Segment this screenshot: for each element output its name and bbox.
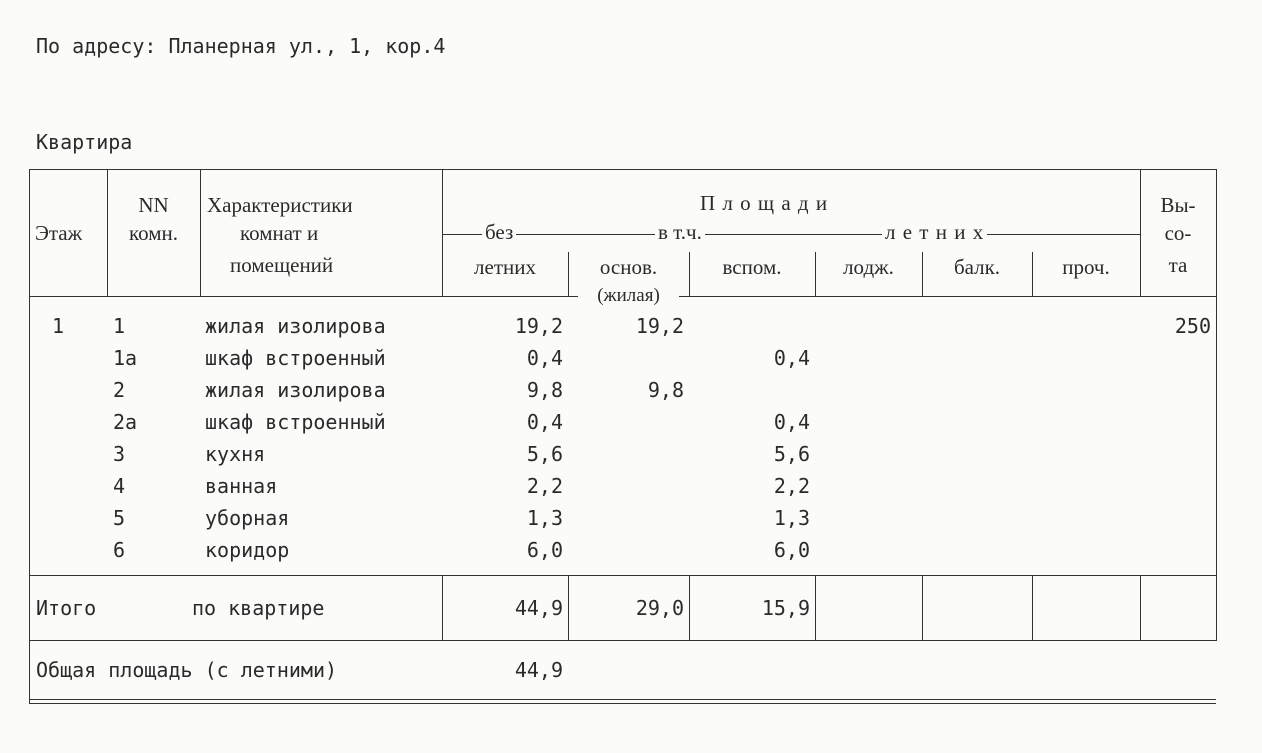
- header-other: проч.: [1062, 255, 1110, 279]
- col-div-no: [200, 169, 201, 296]
- row-area-total: 0,4: [526, 346, 563, 370]
- row-room-name: жилая изолирова: [205, 378, 386, 402]
- header-main-2: (жилая): [578, 286, 679, 305]
- table-row: [0, 316, 1262, 348]
- address-line: По адресу: Планерная ул., 1, кор.4: [36, 34, 446, 58]
- row-area-aux: 6,0: [773, 538, 810, 562]
- row-room-name: шкаф встроенный: [205, 410, 386, 434]
- row-area-total: 0,4: [526, 410, 563, 434]
- header-incl: в т.ч.: [655, 222, 705, 243]
- header-height-2: со-: [1164, 221, 1192, 245]
- totals-bottom-border: [29, 640, 1216, 641]
- header-main-1: основ.: [599, 255, 658, 279]
- header-char-2: комнат и: [240, 221, 319, 245]
- row-area-main: 19,2: [635, 314, 684, 338]
- row-room-no: 1: [113, 314, 126, 338]
- header-aux: вспом.: [722, 255, 782, 279]
- totals-label-1: Итого: [36, 596, 97, 620]
- row-room-no: 3: [113, 442, 126, 466]
- row-area-aux: 5,6: [773, 442, 810, 466]
- header-char-1: Характеристики: [207, 193, 353, 217]
- row-area-total: 9,8: [526, 378, 563, 402]
- table-bottom-border-2: [29, 703, 1216, 704]
- overall-label: Общая площадь (с летними): [36, 658, 338, 682]
- overall-row: [0, 660, 1262, 692]
- row-room-no: 2а: [113, 410, 138, 434]
- totals-row: [0, 598, 1262, 630]
- row-room-no: 5: [113, 506, 126, 530]
- header-without-summer-1: без: [482, 222, 516, 243]
- table-top-border: [29, 169, 1216, 170]
- row-area-main: 9,8: [647, 378, 684, 402]
- row-room-no: 1а: [113, 346, 138, 370]
- row-floor: 1: [52, 314, 65, 338]
- row-room-name: ванная: [205, 474, 278, 498]
- row-area-total: 1,3: [526, 506, 563, 530]
- row-height: 250: [1174, 314, 1211, 338]
- totals-area-total: 44,9: [514, 596, 563, 620]
- row-room-no: 6: [113, 538, 126, 562]
- row-room-name: кухня: [205, 442, 266, 466]
- row-area-aux: 2,2: [773, 474, 810, 498]
- table-row: [0, 508, 1262, 540]
- row-area-total: 5,6: [526, 442, 563, 466]
- row-room-name: жилая изолирова: [205, 314, 386, 338]
- section-title: Квартира: [36, 130, 133, 154]
- header-loggia: лодж.: [843, 255, 894, 279]
- header-room-no-2: комн.: [128, 221, 178, 245]
- table-row: [0, 540, 1262, 572]
- table-row: [0, 444, 1262, 476]
- table-row: [0, 476, 1262, 508]
- row-area-aux: 1,3: [773, 506, 810, 530]
- table-row: [0, 348, 1262, 380]
- header-summer: л е т н и х: [882, 222, 987, 243]
- subheader-line: [442, 234, 1140, 235]
- table-bottom-border-1: [29, 699, 1216, 700]
- header-char-3: помещений: [230, 253, 334, 277]
- totals-label-2: по квартире: [192, 596, 325, 620]
- body-bottom-border: [29, 575, 1216, 576]
- totals-area-main: 29,0: [635, 596, 684, 620]
- header-floor: Этаж: [35, 221, 83, 245]
- row-room-name: шкаф встроенный: [205, 346, 386, 370]
- row-area-total: 19,2: [514, 314, 563, 338]
- header-without-summer-2: летних: [474, 255, 536, 279]
- totals-area-aux: 15,9: [761, 596, 810, 620]
- header-balcony: балк.: [953, 255, 1001, 279]
- header-room-no-1: NN: [138, 193, 169, 217]
- overall-value: 44,9: [514, 658, 563, 682]
- row-room-name: уборная: [205, 506, 290, 530]
- row-area-total: 2,2: [526, 474, 563, 498]
- row-area-aux: 0,4: [773, 410, 810, 434]
- row-room-no: 2: [113, 378, 126, 402]
- table-row: [0, 412, 1262, 444]
- row-room-name: коридор: [205, 538, 290, 562]
- table-row: [0, 380, 1262, 412]
- header-areas: П л о щ а д и: [700, 191, 829, 215]
- row-room-no: 4: [113, 474, 126, 498]
- header-height-3: та: [1168, 253, 1188, 277]
- row-area-aux: 0,4: [773, 346, 810, 370]
- row-area-total: 6,0: [526, 538, 563, 562]
- header-height-1: Вы-: [1160, 193, 1196, 217]
